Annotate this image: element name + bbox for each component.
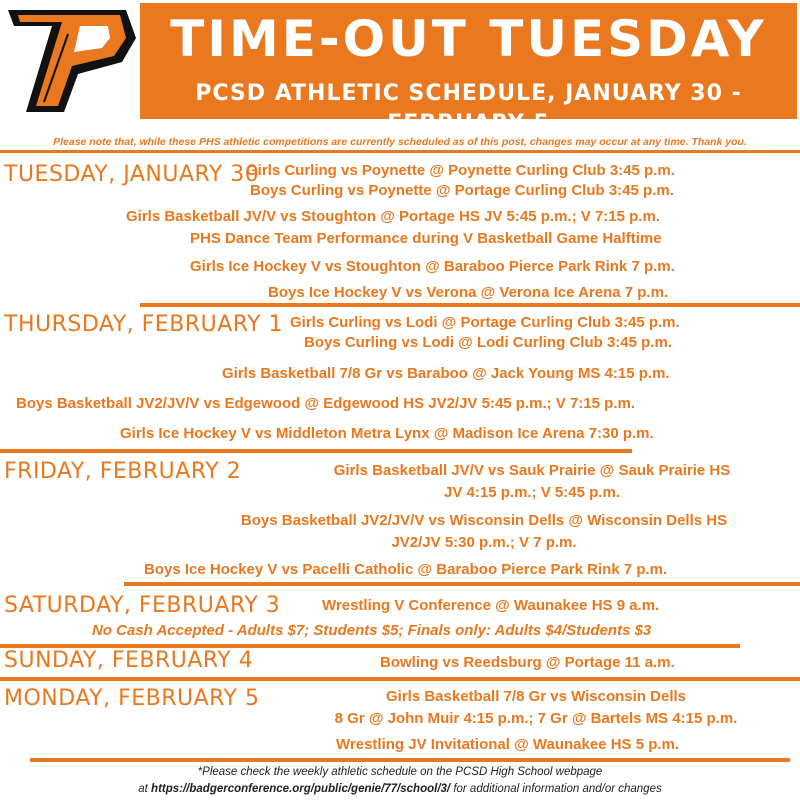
divider xyxy=(0,677,800,681)
event-fri-girls-basketball xyxy=(286,462,778,502)
event-thu-girls-curling: Girls Curling vs Lodi @ Portage Curling Club 3:45 p.m. xyxy=(290,314,680,331)
day-heading-monday: MONDAY, FEBRUARY 5 xyxy=(4,686,260,711)
schedule-link[interactable]: https://badgerconference.org/public/genie/77/school/3/ xyxy=(151,783,451,795)
day-heading-sunday: SUNDAY, FEBRUARY 4 xyxy=(4,648,254,673)
event-mon-girls-basketball-line2: 8 Gr @ John Muir 4:15 p.m.; 7 Gr @ Bartels MS 4:15 p.m. xyxy=(334,710,738,727)
divider xyxy=(140,303,800,307)
page-title: TIME-OUT TUESDAY xyxy=(170,10,767,68)
event-tue-dance-team: PHS Dance Team Performance during V Basketball Game Halftime xyxy=(190,230,662,247)
day-heading-tuesday: TUESDAY, JANUARY 30 xyxy=(4,162,260,187)
event-fri-boys-basketball-line2: JV2/JV 5:30 p.m.; V 7 p.m. xyxy=(391,534,577,551)
event-fri-boys-basketball xyxy=(180,512,788,552)
event-mon-wrestling: Wrestling JV Invitational @ Waunakee HS 5 p.m. xyxy=(336,736,680,753)
event-thu-boys-curling: Boys Curling vs Lodi @ Lodi Curling Club 3:45 p.m. xyxy=(304,334,672,351)
event-mon-girls-basketball xyxy=(282,688,790,728)
school-logo-p xyxy=(4,4,136,118)
admission-note: No Cash Accepted - Adults $7; Students $5; Finals only: Adults $4/Students $3 xyxy=(92,622,652,639)
event-tue-boys-ice-hockey: Boys Ice Hockey V vs Verona @ Verona Ice Arena 7 p.m. xyxy=(268,284,669,301)
disclaimer-note: Please note that, while these PHS athletic competitions are currently scheduled as of this post, changes may occur at any time. Thank you. xyxy=(53,136,747,148)
event-tue-girls-curling: Girls Curling vs Poynette @ Poynette Curling Club 3:45 p.m. xyxy=(246,162,675,179)
divider xyxy=(30,758,790,762)
event-tue-girls-ice-hockey: Girls Ice Hockey V vs Stoughton @ Baraboo Pierce Park Rink 7 p.m. xyxy=(190,258,675,275)
page-subtitle: PCSD ATHLETIC SCHEDULE, JANUARY 30 - FEBRUARY 5 xyxy=(195,81,742,136)
footer-suffix: for additional information and/or changes xyxy=(453,783,662,795)
event-fri-boys-ice-hockey: Boys Ice Hockey V vs Pacelli Catholic @ Baraboo Pierce Park Rink 7 p.m. xyxy=(144,561,668,578)
event-fri-boys-basketball-line1: Boys Basketball JV2/JV/V vs Wisconsin Dells @ Wisconsin Dells HS xyxy=(240,512,728,529)
divider xyxy=(0,150,800,153)
footer-line-1: *Please check the weekly athletic schedule on the PCSD High School webpage xyxy=(197,766,603,778)
event-thu-boys-basketball: Boys Basketball JV2/JV/V vs Edgewood @ Edgewood HS JV2/JV 5:45 p.m.; V 7:15 p.m. xyxy=(16,395,635,412)
event-tue-boys-curling: Boys Curling vs Poynette @ Portage Curling Club 3:45 p.m. xyxy=(250,182,674,199)
divider xyxy=(124,582,800,586)
title-banner xyxy=(140,3,797,136)
footer-prefix: at xyxy=(138,783,148,795)
event-sat-wrestling: Wrestling V Conference @ Waunakee HS 9 a.m. xyxy=(322,597,660,614)
event-thu-girls-basketball: Girls Basketball 7/8 Gr vs Baraboo @ Jack Young MS 4:15 p.m. xyxy=(222,365,670,382)
day-heading-friday: FRIDAY, FEBRUARY 2 xyxy=(4,459,242,484)
footer-line-2 xyxy=(0,783,800,795)
event-sun-bowling: Bowling vs Reedsburg @ Portage 11 a.m. xyxy=(380,654,675,671)
day-heading-thursday: THURSDAY, FEBRUARY 1 xyxy=(4,312,284,337)
divider xyxy=(0,449,632,453)
event-thu-girls-ice-hockey: Girls Ice Hockey V vs Middleton Metra Lynx @ Madison Ice Arena 7:30 p.m. xyxy=(120,425,654,442)
event-fri-girls-basketball-line1: Girls Basketball JV/V vs Sauk Prairie @ Sauk Prairie HS xyxy=(333,462,731,479)
event-tue-girls-basketball: Girls Basketball JV/V vs Stoughton @ Portage HS JV 5:45 p.m.; V 7:15 p.m. xyxy=(126,208,660,225)
day-heading-saturday: SATURDAY, FEBRUARY 3 xyxy=(4,593,281,618)
event-fri-girls-basketball-line2: JV 4:15 p.m.; V 5:45 p.m. xyxy=(444,484,620,501)
event-mon-girls-basketball-line1: Girls Basketball 7/8 Gr vs Wisconsin Dells xyxy=(386,688,686,705)
